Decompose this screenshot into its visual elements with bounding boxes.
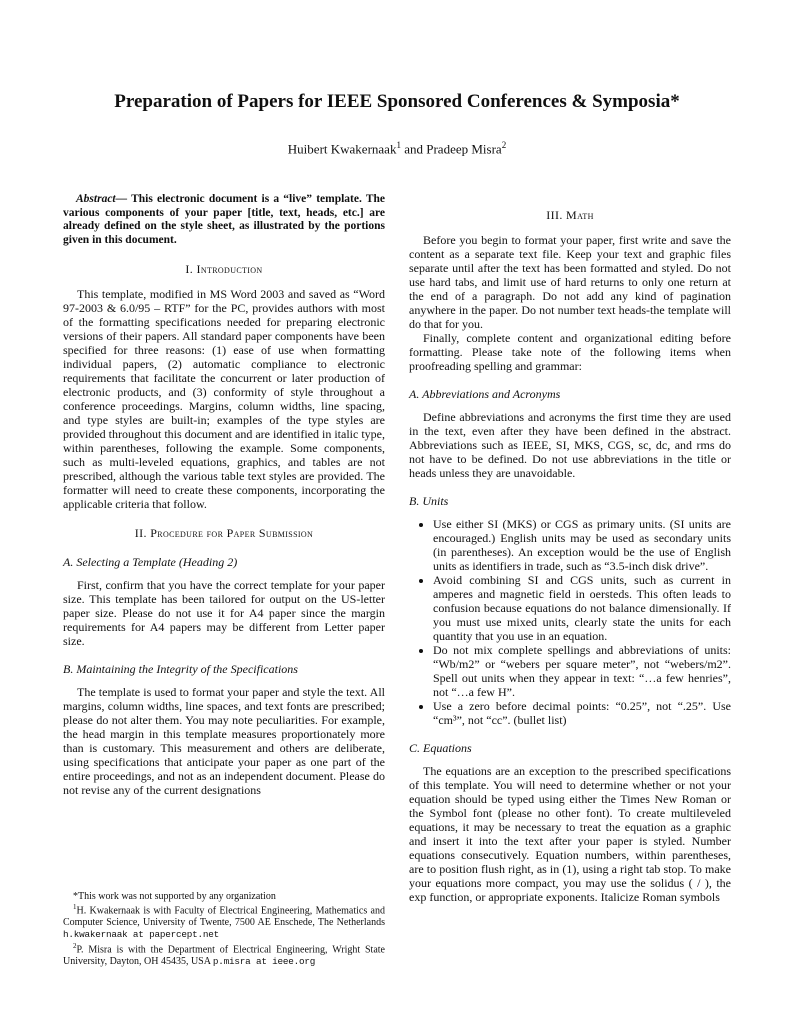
subsection-heading-equations: C. Equations xyxy=(409,741,472,756)
footnote-author-1 xyxy=(63,902,385,941)
subsection-heading-integrity: B. Maintaining the Integrity of the Specifications xyxy=(63,662,298,677)
footnote-2-text: P. Misra is with the Department of Electrical Engineering, Wright State University, Dayton, OH 45435, USA xyxy=(63,944,385,968)
abstract xyxy=(63,193,385,247)
footnotes xyxy=(63,891,385,968)
paragraph-selecting-template: First, confirm that you have the correct template for your paper size. This template has been tailored for output on the US-letter paper size. Please do not use it for A4 paper since the margin requirements for A4 papers may be different from Letter paper size. xyxy=(63,578,385,649)
paragraph-introduction: This template, modified in MS Word 2003 and saved as “Word 97-2003 & 6.0/95 – RTF” for the PC, provides authors with most of the formatting specifications needed for preparing electronic versions of their papers. All standard paper components have been specified for three reasons: (1) ease of use when formatting individual papers, (2) automatic compliance to electronic requirements that facilitate the concurrent or later production of electronic products, and (3) conformity of style throughout a conference proceedings. Margins, column widths, line spacing, and type styles are built-in; examples of the type styles are provided throughout this document and are identified in italic type, within parentheses, following the example. Some components, such as multi-leveled equations, graphics, and tables are not prescribed, although the various table text styles are provided. The formatter will need to create these components, incorporating the applicable criteria that follow. xyxy=(63,287,385,512)
author-2-affiliation-mark: 2 xyxy=(501,139,507,150)
section-heading-math: III. Math xyxy=(546,208,594,223)
units-bullet-item: • Do not mix complete spellings and abbreviations of units: “Wb/m2” or “webers per square meter”, not “webers/m2”. Spell out units when they appear in text: “…a few henries”, not “…a few H”. xyxy=(433,643,731,699)
column-right xyxy=(409,193,731,904)
paragraph-integrity: The template is used to format your paper and style the text. All margins, column widths, line spaces, and text fonts are prescribed; please do not alter them. You may note peculiarities. For example, the head margin in this template measures proportionately more than is customary. This measurement and others are deliberate, using specifications that anticipate your paper as one part of the entire proceedings, and not as an independent document. Please do not revise any of the current designations xyxy=(63,685,385,798)
abstract-text: This electronic document is a “live” template. The various components of your paper [title, text, heads, etc.] are already defined on the style sheet, as illustrated by the portions given in this document. xyxy=(63,193,385,246)
subsection-heading-abbreviations: A. Abbreviations and Acronyms xyxy=(409,387,561,402)
author-2-name: Pradeep Misra xyxy=(426,141,502,157)
section-heading-introduction: I. Introduction xyxy=(185,262,263,277)
authors-line xyxy=(63,140,731,157)
footnote-1-email: h.kwakernaak at papercept.net xyxy=(63,929,219,941)
two-column-body xyxy=(63,193,731,904)
paper-title: Preparation of Papers for IEEE Sponsored Conferences & Symposia* xyxy=(114,91,680,112)
footnote-2-email: p.misra at ieee.org xyxy=(212,956,316,968)
section-heading-procedure: II. Procedure for Paper Submission xyxy=(134,526,314,541)
abstract-label: Abstract— xyxy=(76,193,128,206)
subsection-heading-units: B. Units xyxy=(409,494,449,509)
footnote-2-mark: 2 xyxy=(73,942,77,951)
paragraph-math-1: Before you begin to format your paper, first write and save the content as a separate text file. Keep your text and graphic files separate until after the text has been formatted and styled. Do not use hard tabs, and limit use of hard returns to only one return at the end of a paragraph. Do not add any kind of pagination anywhere in the paper. Do not number text heads-the template will do that for you. xyxy=(409,233,731,332)
column-left xyxy=(63,193,385,904)
footnote-1-text: H. Kwakernaak is with Faculty of Electrical Engineering, Mathematics and Computer Science, University of Twente, 7500 AE Enschede, The Netherlands xyxy=(63,905,385,929)
units-bullet-item: • Use a zero before decimal points: “0.25”, not “.25”. Use “cm³”, not “cc”. (bullet list) xyxy=(433,699,731,727)
paragraph-abbreviations: Define abbreviations and acronyms the first time they are used in the text, even after they have been defined in the abstract. Abbreviations such as IEEE, SI, MKS, CGS, sc, dc, and rms do not have to be defined. Do not use abbreviations in the title or heads unless they are unavoidable. xyxy=(409,410,731,481)
paragraph-equations: The equations are an exception to the prescribed specifications of this template. You will need to determine whether or not your equation should be typed using either the Times New Roman or the Symbol font (please no other font). To create multileveled equations, it may be necessary to treat the equation as a graphic and insert it into the text after your paper is styled. Number equations consecutively. Equation numbers, within parentheses, are to position flush right, as in (1), using a right tab stop. To make your equations more compact, you may use the solidus ( / ), the exp function, or appropriate exponents. Italicize Roman symbols xyxy=(409,764,731,905)
footnote-author-2 xyxy=(63,941,385,968)
units-bullet-item: • Use either SI (MKS) or CGS as primary units. (SI units are encouraged.) English units may be used as secondary units (in parentheses). An exception would be the use of English units as identifiers in trade, such as “3.5-inch disk drive”. xyxy=(433,517,731,573)
subsection-heading-selecting-template: A. Selecting a Template (Heading 2) xyxy=(63,555,238,570)
footnote-support: *This work was not supported by any organization xyxy=(73,890,276,902)
author-1-affiliation-mark: 1 xyxy=(396,139,401,150)
authors-joiner: and xyxy=(400,141,427,157)
units-bullet-list xyxy=(409,517,731,727)
footnote-1-mark: 1 xyxy=(73,903,77,912)
units-bullet-item: • Avoid combining SI and CGS units, such as current in amperes and magnetic field in oersteds. This often leads to confusion because equations do not balance dimensionally. If you must use mixed units, clearly state the units for each quantity that you use in an equation. xyxy=(433,573,731,643)
author-1-name: Huibert Kwakernaak xyxy=(287,141,397,157)
paragraph-math-2: Finally, complete content and organizational editing before formatting. Please take note of the following items when proofreading spelling and grammar: xyxy=(409,331,731,374)
